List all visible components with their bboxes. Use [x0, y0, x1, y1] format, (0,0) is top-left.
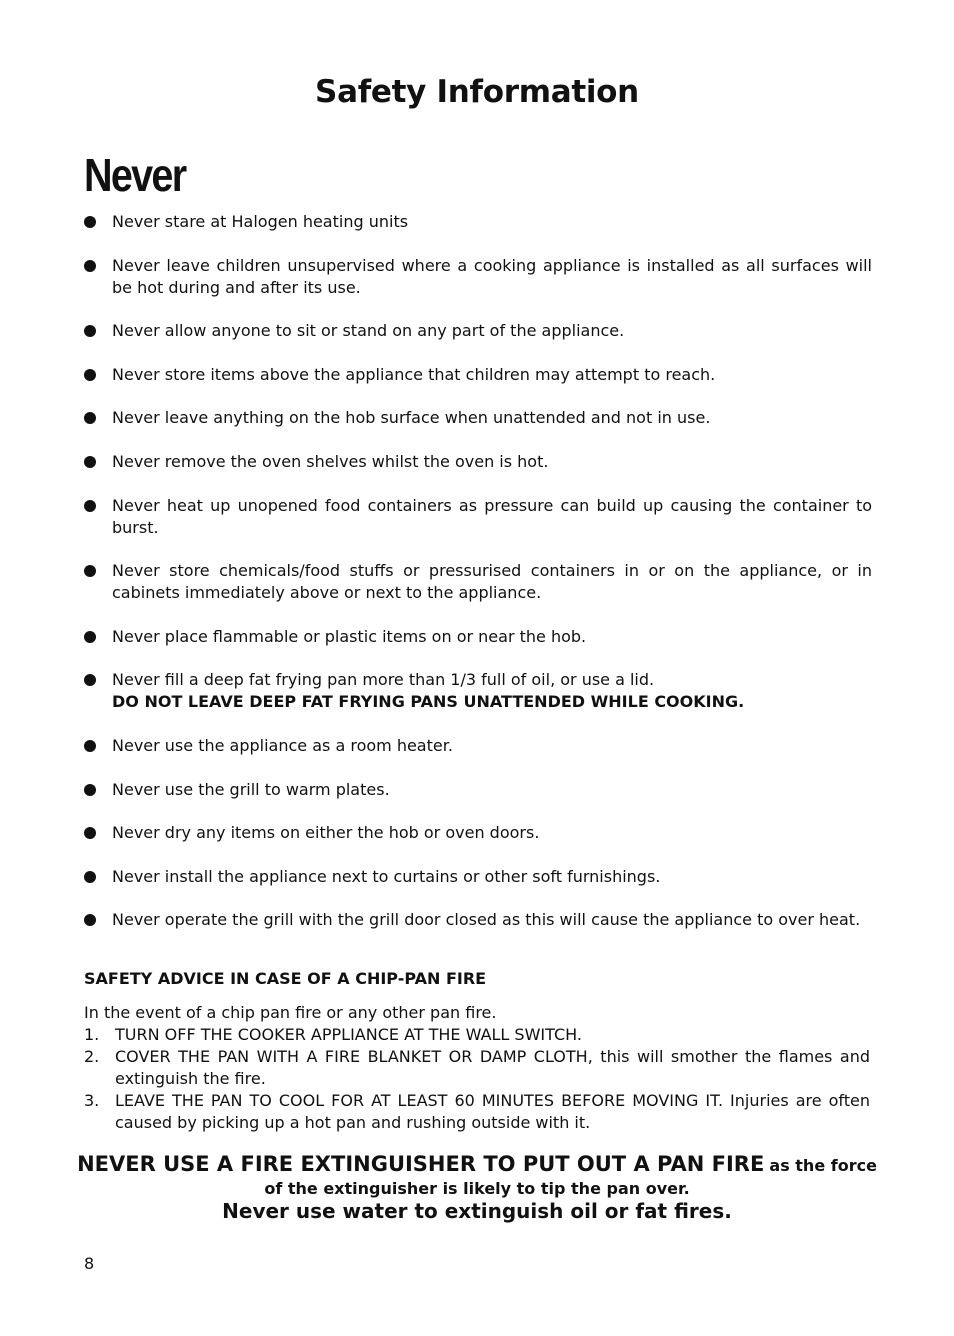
- page-title: Safety Information: [315, 74, 639, 110]
- never-item: [84, 669, 872, 713]
- never-item: [84, 909, 872, 931]
- step-number: 3.: [84, 1091, 100, 1110]
- bullet-icon: [84, 784, 96, 796]
- warning-main: NEVER USE A FIRE EXTINGUISHER TO PUT OUT A PAN FIRE: [77, 1152, 765, 1176]
- bullet-icon: [84, 216, 96, 228]
- never-list: [84, 211, 872, 953]
- never-item-text: Never allow anyone to sit or stand on any part of the appliance.: [112, 321, 625, 341]
- advice-step: [84, 1024, 870, 1046]
- never-item: [84, 866, 872, 888]
- step-text: LEAVE THE PAN TO COOL FOR AT LEAST 60 MINUTES BEFORE MOVING IT. Injuries are often caused by picking up a hot pan and rushing outside with it.: [115, 1091, 870, 1132]
- bullet-icon: [84, 412, 96, 424]
- never-item-emphasis: DO NOT LEAVE DEEP FAT FRYING PANS UNATTENDED WHILE COOKING.: [112, 692, 745, 712]
- never-item-text: Never dry any items on either the hob or oven doors.: [112, 823, 540, 843]
- never-item: [84, 560, 872, 604]
- never-item-text: Never fill a deep fat frying pan more than 1/3 full of oil, or use a lid.: [112, 670, 655, 690]
- bullet-icon: [84, 631, 96, 643]
- bullet-icon: [84, 456, 96, 468]
- never-item-text: Never operate the grill with the grill door closed as this will cause the appliance to over heat.: [112, 910, 861, 930]
- advice-step: [84, 1046, 870, 1090]
- never-item: [84, 822, 872, 844]
- never-item: [84, 735, 872, 757]
- advice-steps: [84, 1024, 870, 1134]
- never-item: [84, 495, 872, 539]
- bullet-icon: [84, 260, 96, 272]
- step-text: TURN OFF THE COOKER APPLIANCE AT THE WALL SWITCH.: [115, 1025, 582, 1044]
- bullet-icon: [84, 740, 96, 752]
- never-item-text: Never use the appliance as a room heater.: [112, 735, 453, 755]
- step-text: COVER THE PAN WITH A FIRE BLANKET OR DAMP CLOTH, this will smother the flames and extinguish the fire.: [115, 1047, 870, 1088]
- never-item: [84, 779, 872, 801]
- never-item-text: Never store chemicals/food stuffs or pressurised containers in or on the appliance, or in cabinets immediately above or next to the appliance.: [112, 561, 872, 603]
- page-number: 8: [84, 1254, 95, 1273]
- bullet-icon: [84, 369, 96, 381]
- fire-warning: [0, 1148, 954, 1226]
- bullet-icon: [84, 500, 96, 512]
- never-item: [84, 320, 872, 342]
- never-item: [84, 211, 872, 233]
- never-item-text: Never leave anything on the hob surface when unattended and not in use.: [112, 408, 711, 428]
- advice-heading: SAFETY ADVICE IN CASE OF A CHIP-PAN FIRE: [84, 969, 487, 988]
- step-number: 1.: [84, 1025, 100, 1044]
- never-item-text: Never store items above the appliance that children may attempt to reach.: [112, 364, 716, 384]
- never-item: [84, 255, 872, 299]
- never-item-text: Never leave children unsupervised where a cooking appliance is installed as all surfaces will be hot during and after its use.: [112, 255, 872, 297]
- never-item-text: Never place flammable or plastic items on or near the hob.: [112, 626, 587, 646]
- advice-intro: In the event of a chip pan fire or any other pan fire.: [84, 1003, 497, 1022]
- never-item-text: Never stare at Halogen heating units: [112, 212, 409, 231]
- warning-line: [0, 1148, 954, 1182]
- warning-suffix: as the force: [769, 1156, 877, 1175]
- never-item: [84, 407, 872, 429]
- water-warning: Never use water to extinguish oil or fat fires.: [222, 1199, 732, 1223]
- bullet-icon: [84, 565, 96, 577]
- never-item: [84, 451, 872, 473]
- section-heading: Never: [84, 149, 186, 201]
- bullet-icon: [84, 674, 96, 686]
- advice-step: [84, 1090, 870, 1134]
- bullet-icon: [84, 325, 96, 337]
- step-number: 2.: [84, 1047, 100, 1066]
- never-item: [84, 626, 872, 648]
- never-item-text: Never remove the oven shelves whilst the oven is hot.: [112, 451, 549, 471]
- bullet-icon: [84, 871, 96, 883]
- never-item-text: Never use the grill to warm plates.: [112, 779, 390, 799]
- never-item: [84, 364, 872, 386]
- never-item-text: Never heat up unopened food containers as pressure can build up causing the container to burst.: [112, 495, 872, 537]
- never-item-text: Never install the appliance next to curtains or other soft furnishings.: [112, 866, 661, 886]
- warning-continuation: of the extinguisher is likely to tip the pan over.: [264, 1179, 690, 1198]
- bullet-icon: [84, 914, 96, 926]
- bullet-icon: [84, 827, 96, 839]
